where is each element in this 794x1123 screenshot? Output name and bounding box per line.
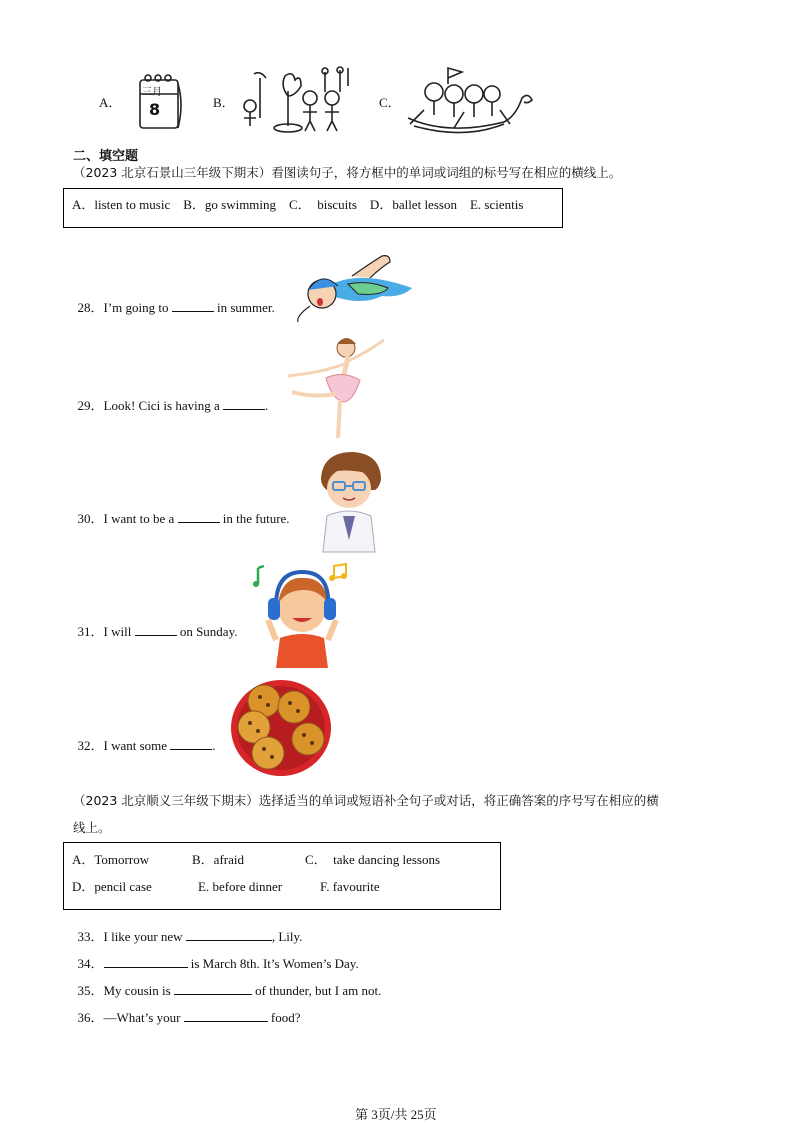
answer-blank[interactable] — [184, 1009, 268, 1022]
section-title: 二、填空题 — [73, 149, 139, 164]
option-c-label: C． — [379, 95, 401, 110]
scientist-boy-image — [313, 450, 385, 552]
ballet-dancer-image — [284, 334, 388, 440]
option-b-label: B． — [213, 95, 235, 110]
question-30: 30．I want to be a in the future. — [77, 511, 290, 526]
question-32: 32．I want some . — [77, 738, 216, 753]
boy-listening-music-image — [252, 560, 352, 668]
swimming-girl-image — [292, 254, 416, 326]
question-31: 31．I will on Sunday. — [77, 624, 238, 639]
dragon-boat-image — [404, 66, 534, 136]
question-33: 33．I like your new , Lily. — [77, 929, 303, 944]
option-b: B．afraid — [192, 852, 244, 867]
option-d: D．pencil case — [72, 879, 152, 894]
question-34: 34． is March 8th. It’s Women’s Day. — [77, 956, 359, 971]
calendar-day: 8 — [149, 100, 161, 119]
calendar-month: 三月 — [142, 87, 162, 98]
part2-option-box — [63, 842, 501, 910]
part1-option-box — [63, 188, 563, 228]
answer-blank[interactable] — [135, 623, 177, 636]
option-e: E. before dinner — [198, 879, 283, 894]
part2-instruction-line2: 线上。 — [73, 820, 111, 835]
question-29: 29．Look! Cici is having a . — [77, 398, 269, 413]
option-a: A．Tomorrow — [72, 852, 150, 867]
answer-blank[interactable] — [172, 299, 214, 312]
page-footer: 第 3页/共 25页 — [355, 1107, 437, 1122]
question-28: 28．I’m going to in summer. — [77, 300, 275, 315]
answer-blank[interactable] — [178, 510, 220, 523]
tree-planting-kids-image — [240, 66, 352, 134]
part2-instruction-line1: （2023 北京顺义三年级下期末）选择适当的单词或短语补全句子或对话，将正确答案的序号写在相应的横 — [73, 793, 659, 808]
part1-instruction: （2023 北京石景山三年级下期末）看图读句子，将方框中的单词或词组的标号写在相应的横线上。 — [73, 165, 622, 180]
option-c: C． take dancing lessons — [305, 852, 441, 867]
option-f: F. favourite — [320, 879, 380, 894]
answer-blank[interactable] — [170, 737, 212, 750]
option-a-label: A． — [99, 95, 122, 110]
calendar-icon — [136, 72, 186, 134]
question-36: 36．—What’s your food? — [77, 1010, 301, 1025]
question-35: 35．My cousin is of thunder, but I am not. — [77, 983, 382, 998]
answer-blank[interactable] — [223, 397, 265, 410]
cookies-plate-image — [230, 679, 332, 777]
part1-options: A．listen to music B．go swimming C． biscuits D．ballet lesson E. scientis — [72, 197, 524, 212]
